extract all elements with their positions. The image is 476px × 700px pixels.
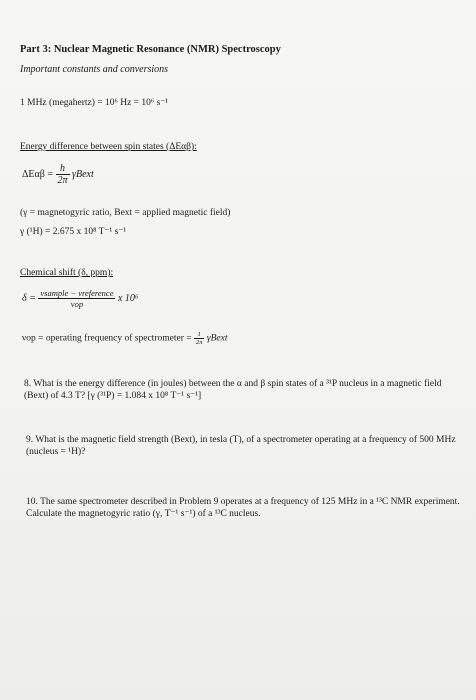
energy-equation [22,163,94,186]
shift-eq-rhs: x 10⁶ [117,293,139,304]
energy-difference-heading: Energy difference between spin states (ΔEαβ): [20,142,197,152]
vop-definition-prefix: νop = operating frequency of spectrometer = [22,333,192,344]
energy-eq-rhs: γBext [72,169,94,180]
shift-eq-denominator: νop [70,299,84,309]
page-title: Part 3: Nuclear Magnetic Resonance (NMR) Spectroscopy [20,44,281,55]
vop-rhs: γBext [206,333,228,344]
question-text: What is the magnetic field strength (Bext), in tesla (T), of a spectrometer operating at a frequency of 500 MHz (nucleus = ¹H)? [26,435,456,457]
gamma-definition: (γ = magnetogyric ratio, Bext = applied magnetic field) [20,208,231,218]
question-10 [26,496,466,520]
energy-eq-denominator: 2π [57,175,68,186]
vop-frac-denominator: 2π [195,339,203,346]
question-8 [24,378,464,402]
shift-eq-lhs: δ = [22,293,36,304]
shift-eq-fraction [38,288,115,309]
constants-subtitle: Important constants and conversions [20,64,169,75]
shift-eq-numerator: νsample − νreference [40,288,114,298]
mhz-conversion: 1 MHz (megahertz) = 10⁶ Hz = 10⁶ s⁻¹ [20,98,169,108]
question-text: The same spectrometer described in Problem 9 operates at a frequency of 125 MHz in a ¹³C NMR experiment. Calculate the magnetogyric ratio (γ, T⁻¹ s⁻¹) of a ¹³C nucleus. [26,497,460,519]
energy-eq-lhs: ΔEαβ = [22,169,54,180]
energy-eq-numerator: h [56,163,70,175]
question-number: 9. [26,435,34,445]
vop-definition [22,331,227,346]
chemical-shift-heading: Chemical shift (δ, ppm): [20,268,114,278]
question-number: 10. [26,497,38,507]
chemical-shift-equation [22,288,138,309]
question-text: What is the energy difference (in joules) between the α and β spin states of a ³¹P nucleus in a magnetic field (Bext) of 4.3 T? [γ (³¹P) = 1.084 x 10⁸ T⁻¹ s⁻¹] [24,379,442,401]
vop-fraction [194,331,205,346]
question-number: 8. [24,379,32,389]
gamma-hydrogen-value: γ (¹H) = 2.675 x 10⁸ T⁻¹ s⁻¹ [20,227,127,237]
energy-eq-fraction [56,163,70,186]
vop-frac-numerator: 1 [194,331,205,339]
question-9 [26,434,466,458]
